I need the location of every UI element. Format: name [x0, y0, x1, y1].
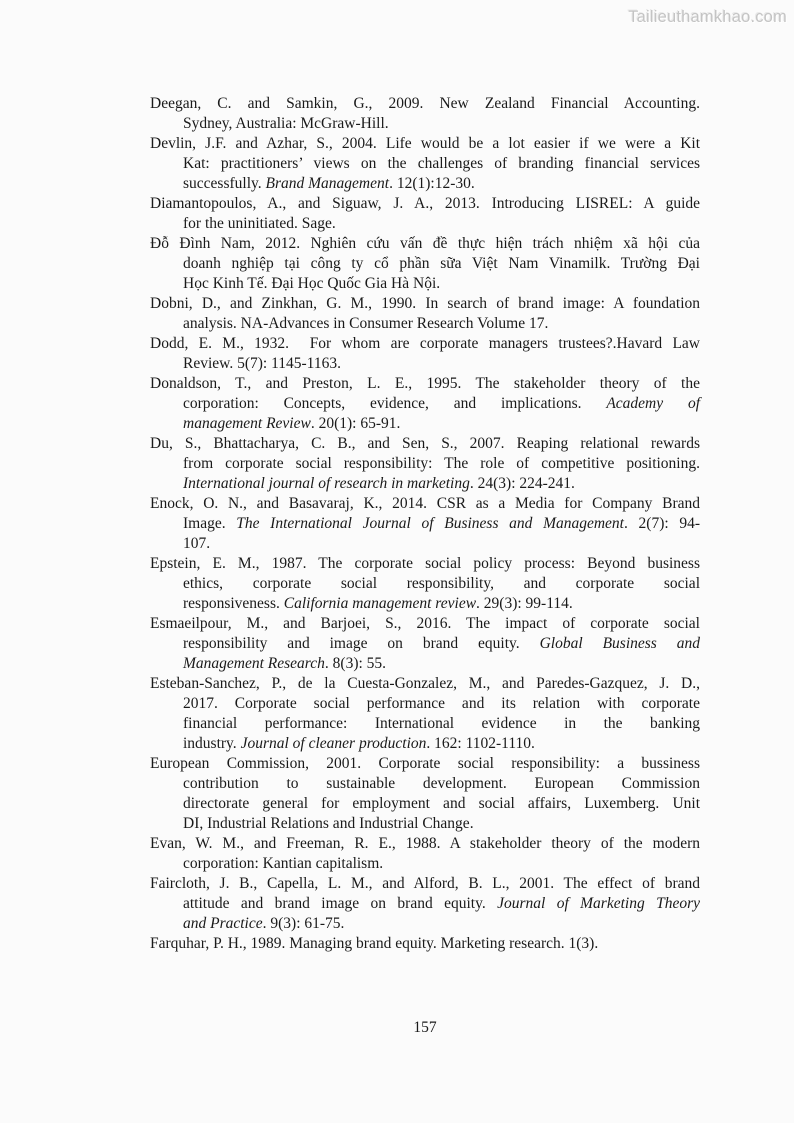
reference-line: industry. Journal of cleaner production. 162: 1102-1110. [183, 735, 535, 752]
reference-entry [150, 934, 700, 954]
reference-line: successfully. Brand Management. 12(1):12-30. [183, 175, 475, 192]
reference-line: Diamantopoulos, A., and Siguaw, J. A., 2013. Introducing LISREL: A guide [150, 195, 700, 212]
reference-line: financial performance: International evidence in the banking [183, 715, 700, 732]
reference-entry [150, 194, 700, 234]
reference-entry [150, 94, 700, 134]
reference-line: Evan, W. M., and Freeman, R. E., 1988. A stakeholder theory of the modern [150, 835, 700, 852]
reference-entry [150, 494, 700, 554]
reference-entry [150, 874, 700, 934]
watermark-text: Tailieuthamkhao.com [628, 8, 787, 26]
reference-entry [150, 374, 700, 434]
reference-entry [150, 674, 700, 754]
reference-line: Kat: practitioners’ views on the challenges of branding financial services [183, 155, 700, 172]
reference-line: International journal of research in marketing. 24(3): 224-241. [183, 475, 575, 492]
reference-line: Dodd, E. M., 1932. For whom are corporate managers trustees?.Havard Law [150, 335, 700, 352]
reference-line: contribution to sustainable development. European Commission [183, 775, 700, 792]
reference-entry [150, 334, 700, 374]
reference-entry [150, 294, 700, 334]
reference-line: Epstein, E. M., 1987. The corporate social policy process: Beyond business [150, 555, 700, 572]
page-number: 157 [413, 1019, 437, 1036]
reference-list [150, 94, 700, 954]
reference-line: attitude and brand image on brand equity. Journal of Marketing Theory [183, 895, 700, 912]
reference-line: Enock, O. N., and Basavaraj, K., 2014. CSR as a Media for Company Brand [150, 495, 700, 512]
reference-line: analysis. NA-Advances in Consumer Research Volume 17. [183, 315, 549, 332]
reference-line: Faircloth, J. B., Capella, L. M., and Alford, B. L., 2001. The effect of brand [150, 875, 700, 892]
reference-line: management Review. 20(1): 65-91. [183, 415, 401, 432]
reference-line: for the uninitiated. Sage. [183, 215, 336, 232]
reference-line: Devlin, J.F. and Azhar, S., 2004. Life would be a lot easier if we were a Kit [150, 135, 700, 152]
reference-line: Esmaeilpour, M., and Barjoei, S., 2016. The impact of corporate social [150, 615, 700, 632]
reference-entry [150, 134, 700, 194]
reference-line: responsibility and image on brand equity. Global Business and [183, 635, 700, 652]
reference-line: corporation: Kantian capitalism. [183, 855, 384, 872]
reference-line: European Commission, 2001. Corporate social responsibility: a bussiness [150, 755, 700, 772]
reference-line: Deegan, C. and Samkin, G., 2009. New Zealand Financial Accounting. [150, 95, 700, 112]
reference-line: from corporate social responsibility: The role of competitive positioning. [183, 455, 700, 472]
reference-line: corporation: Concepts, evidence, and implications. Academy of [183, 395, 701, 412]
reference-line: Management Research. 8(3): 55. [183, 655, 387, 672]
reference-line: Đỗ Đình Nam, 2012. Nghiên cứu vấn đề thực hiện trách nhiệm xã hội của [150, 235, 700, 252]
reference-line: responsiveness. California management review. 29(3): 99-114. [183, 595, 573, 612]
reference-line: Farquhar, P. H., 1989. Managing brand equity. Marketing research. 1(3). [150, 935, 599, 952]
reference-entry [150, 554, 700, 614]
reference-line: ethics, corporate social responsibility, and corporate social [183, 575, 700, 592]
reference-entry [150, 754, 700, 834]
reference-entry [150, 234, 700, 294]
reference-line: directorate general for employment and social affairs, Luxemberg. Unit [183, 795, 700, 812]
reference-line: and Practice. 9(3): 61-75. [183, 915, 345, 932]
reference-line: Donaldson, T., and Preston, L. E., 1995. The stakeholder theory of the [150, 375, 700, 392]
reference-line: DI, Industrial Relations and Industrial Change. [183, 815, 474, 832]
reference-entry [150, 434, 700, 494]
reference-line: Image. The International Journal of Business and Management. 2(7): 94- [183, 515, 700, 532]
reference-line: Học Kinh Tế. Đại Học Quốc Gia Hà Nội. [183, 275, 441, 292]
reference-line: Review. 5(7): 1145-1163. [183, 355, 341, 372]
reference-line: Dobni, D., and Zinkhan, G. M., 1990. In search of brand image: A foundation [150, 295, 700, 312]
reference-line: 107. [183, 535, 211, 552]
reference-entry [150, 614, 700, 674]
reference-line: 2017. Corporate social performance and its relation with corporate [183, 695, 700, 712]
reference-line: doanh nghiệp tại công ty cổ phần sữa Việt Nam Vinamilk. Trường Đại [183, 255, 700, 272]
reference-line: Du, S., Bhattacharya, C. B., and Sen, S., 2007. Reaping relational rewards [150, 435, 700, 452]
reference-line: Esteban-Sanchez, P., de la Cuesta-Gonzalez, M., and Paredes-Gazquez, J. D., [150, 675, 700, 692]
reference-line: Sydney, Australia: McGraw-Hill. [183, 115, 389, 132]
reference-entry [150, 834, 700, 874]
